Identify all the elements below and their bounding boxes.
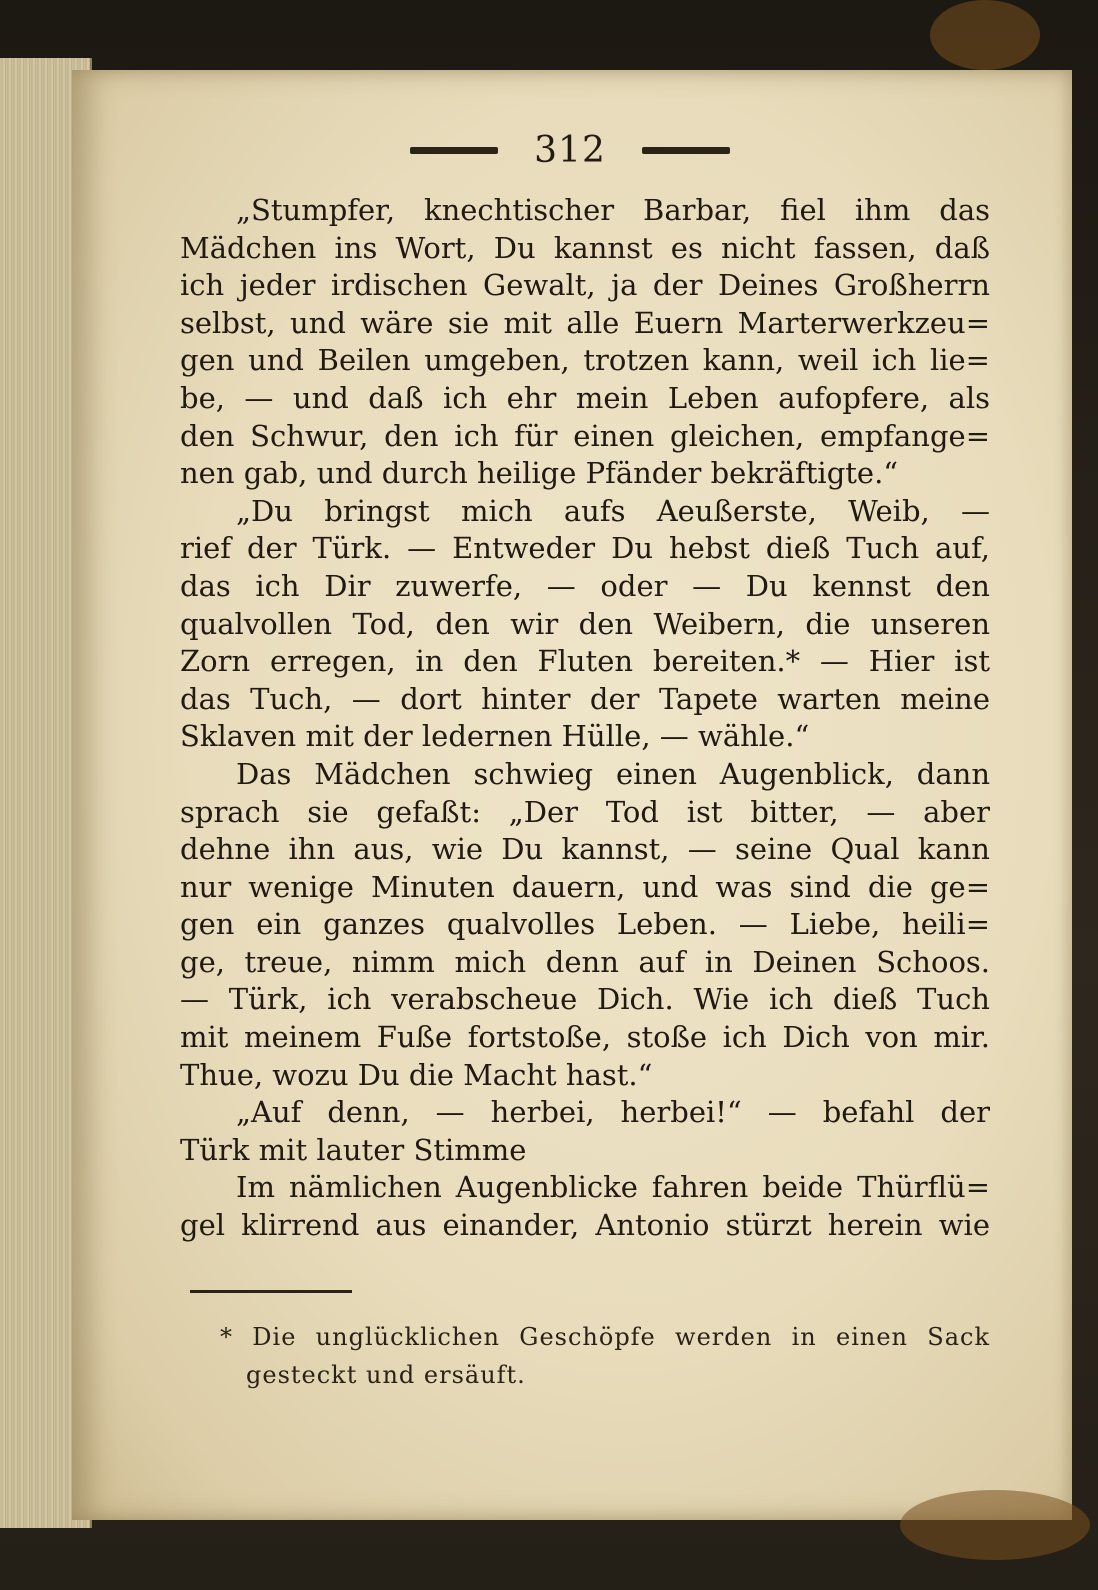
text-line: — Türk, ich verabscheue Dich. Wie ich dieß Tuch (180, 982, 990, 1017)
text-line: gen und Beilen umgeben, trotzen kann, weil ich lie= (180, 343, 990, 378)
text-line: Thue, wozu Du die Macht hast.“ (180, 1057, 653, 1092)
text-line: sprach sie gefaßt: „Der Tod ist bitter, — aber (180, 794, 990, 829)
text-line: Mädchen ins Wort, Du kannst es nicht fassen, daß (180, 230, 990, 265)
text-line: das ich Dir zuwerfe, — oder — Du kennst den (180, 568, 990, 603)
footnote-rule (190, 1290, 352, 1293)
text-line: be, — und daß ich ehr mein Leben aufopfere, als (180, 380, 990, 415)
text-line: den Schwur, den ich für einen gleichen, empfange= (180, 418, 990, 453)
body-text (180, 192, 990, 1245)
text-line: „Auf denn, — herbei, herbei!“ — befahl der (236, 1095, 990, 1130)
stain-top (930, 0, 1040, 70)
page-number: 312 (534, 129, 606, 171)
text-line: Sklaven mit der ledernen Hülle, — wähle.“ (180, 719, 810, 754)
text-line: qualvollen Tod, den wir den Weibern, die unseren (180, 606, 990, 641)
text-line: Das Mädchen schwieg einen Augenblick, dann (236, 756, 990, 791)
text-line: rief der Türk. — Entweder Du hebst dieß Tuch auf, (180, 531, 990, 566)
stain-bottom (900, 1490, 1090, 1560)
footnote-line: gesteckt und ersäuft. (246, 1361, 526, 1389)
text-line: dehne ihn aus, wie Du kannst, — seine Qual kann (180, 832, 990, 867)
text-line: Zorn erregen, in den Fluten bereiten.* — Hier ist (180, 644, 990, 679)
text-line: selbst, und wäre sie mit alle Euern Marterwerkzeu= (180, 305, 990, 340)
footnote-line: * Die unglücklichen Geschöpfe werden in einen Sack (220, 1323, 990, 1351)
text-line: nur wenige Minuten dauern, und was sind die ge= (180, 869, 990, 904)
text-line: mit meinem Fuße fortstoße, stoße ich Dich von mir. (180, 1020, 990, 1055)
text-line: ich jeder irdischen Gewalt, ja der Deines Großherrn (180, 268, 990, 303)
header-rule-right (642, 147, 730, 154)
text-line: das Tuch, — dort hinter der Tapete warten meine (180, 681, 990, 716)
text-line: nen gab, und durch heilige Pfänder bekräftigte.“ (180, 456, 899, 491)
text-line: ge, treue, nimm mich denn auf in Deinen Schoos. (180, 944, 990, 979)
text-line: „Du bringst mich aufs Aeußerste, Weib, — (236, 493, 990, 528)
header-rule-left (410, 147, 498, 154)
text-line: gen ein ganzes qualvolles Leben. — Liebe, heili= (180, 907, 990, 942)
text-line: Türk mit lauter Stimme (180, 1132, 527, 1167)
text-line: „Stumpfer, knechtischer Barbar, fiel ihm das (236, 193, 990, 227)
text-line: gel klirrend aus einander, Antonio stürzt herein wie (180, 1208, 990, 1243)
page-header (150, 120, 990, 180)
text-line: Im nämlichen Augenblicke fahren beide Thürflü= (236, 1170, 990, 1205)
footnote (220, 1318, 990, 1394)
